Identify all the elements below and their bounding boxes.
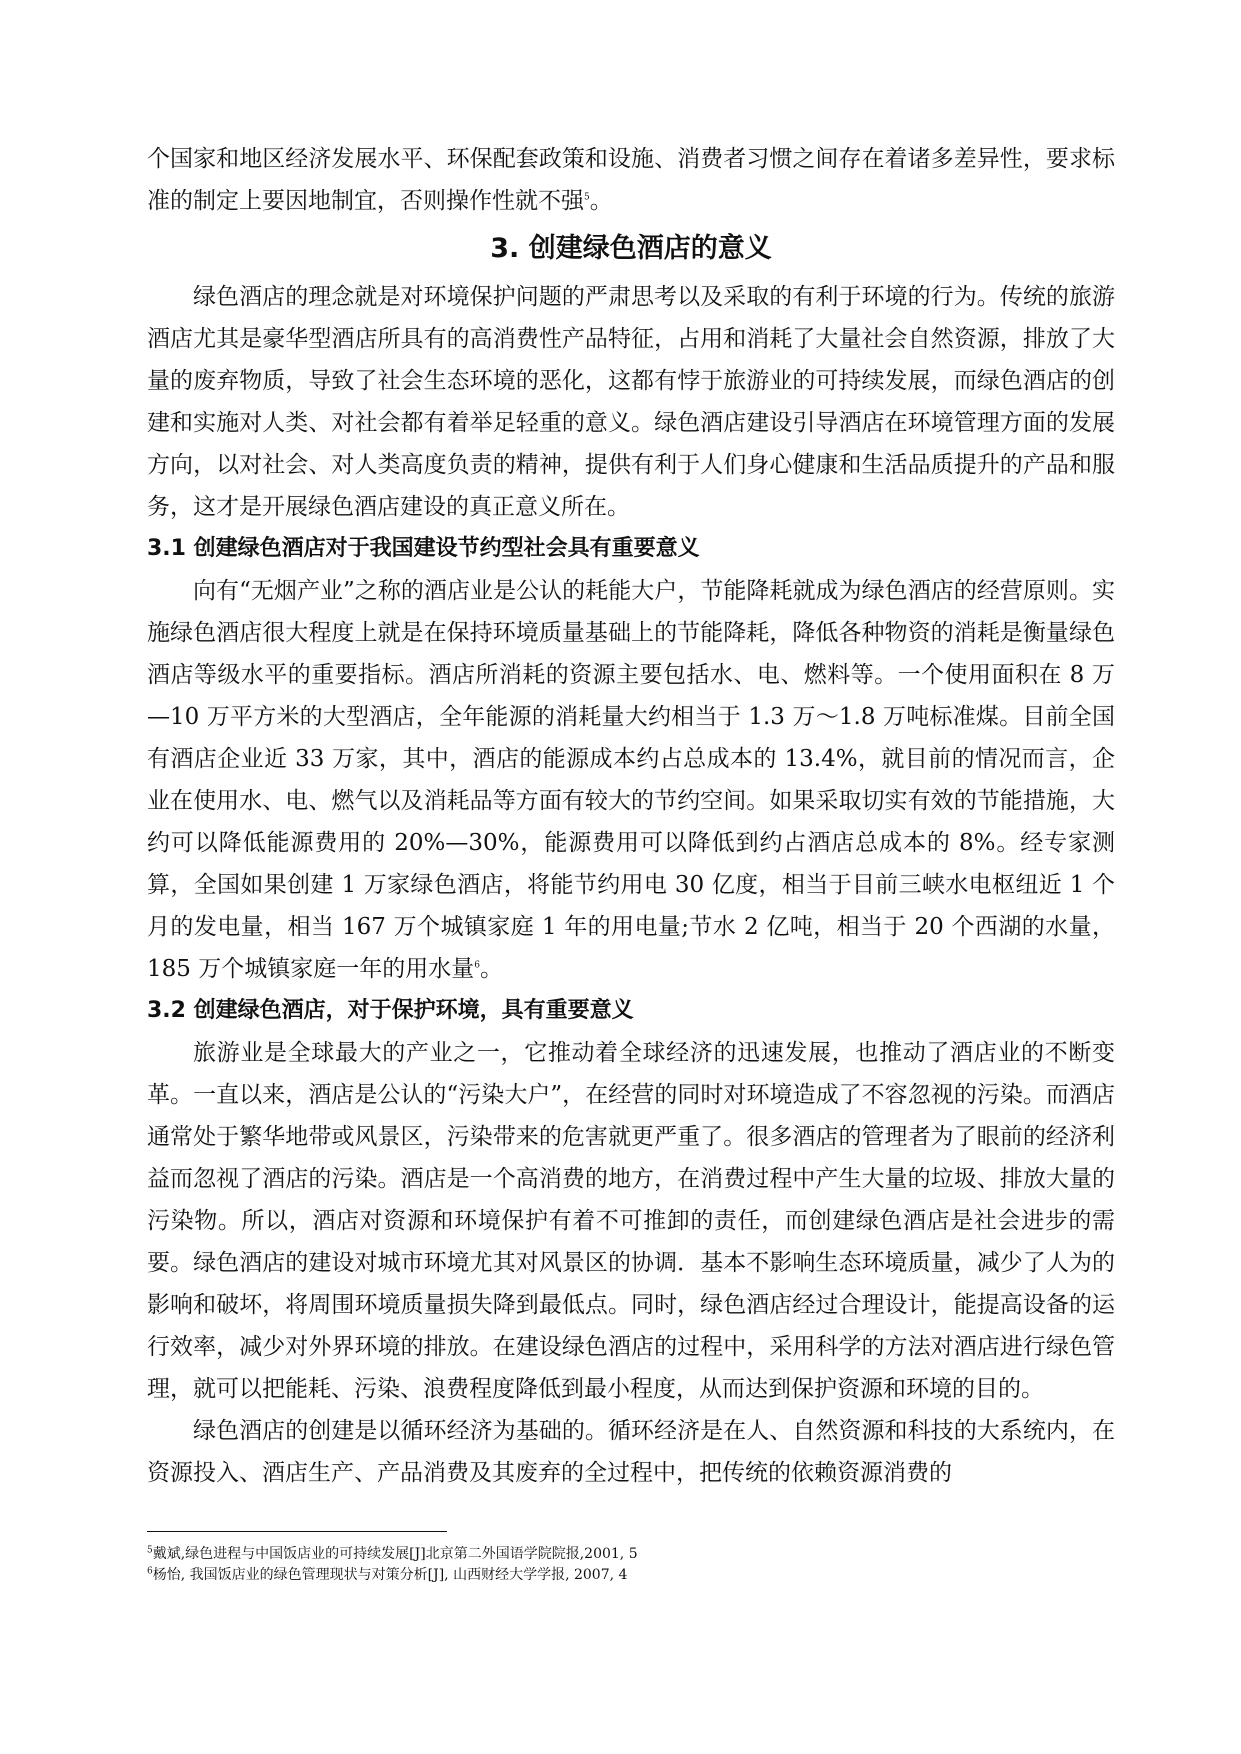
footnote-reference[interactable]: 6 — [474, 960, 480, 971]
intro-end: 。 — [589, 188, 613, 214]
intro-paragraph — [147, 138, 1115, 222]
subsection-paragraph: 绿色酒店的创建是以循环经济为基础的。循环经济是在人、自然资源和科技的大系统内，在资源投入、酒店生产、产品消费及其废弃的全过程中，把传统的依赖资源消费的 — [147, 1418, 1115, 1486]
footnote-text: 戴斌,绿色进程与中国饭店业的可持续发展[J]北京第二外国语学院院报,2001, 5 — [152, 1546, 638, 1562]
subsection-paragraph — [147, 570, 1115, 990]
footnote-reference[interactable]: 5 — [584, 192, 590, 203]
section-paragraph: 绿色酒店的理念就是对环境保护问题的严肃思考以及采取的有利于环境的行为。传统的旅游酒店尤其是豪华型酒店所具有的高消费性产品特征，占用和消耗了大量社会自然资源，排放了大量的废弃物质，导致了社会生态环境的恶化，这都有悖于旅游业的可持续发展，而绿色酒店的创建和实施对人类、对社会都有着举足轻重的意义。绿色酒店建设引导酒店在环境管理方面的发展方向，以对社会、对人类高度负责的精神，提供有利于人们身心健康和生活品质提升的产品和服务，这才是开展绿色酒店建设的真正意义所在。 — [147, 284, 1115, 520]
subsection-end: 。 — [479, 956, 503, 982]
footnote-divider — [147, 1531, 447, 1532]
footnotes — [147, 1544, 1115, 1586]
subsection-paragraph: 旅游业是全球最大的产业之一，它推动着全球经济的迅速发展，也推动了酒店业的不断变革。一直以来，酒店是公认的“污染大户”，在经营的同时对环境造成了不容忽视的污染。而酒店通常处于繁华地带或风景区，污染带来的危害就更严重了。很多酒店的管理者为了眼前的经济利益而忽视了酒店的污染。酒店是一个高消费的地方，在消费过程中产生大量的垃圾、排放大量的污染物。所以，酒店对资源和环境保护有着不可推卸的责任，而创建绿色酒店是社会进步的需要。绿色酒店的建设对城市环境尤其对风景区的协调．基本不影响生态环境质量，减少了人为的影响和破坏，将周围环境质量损失降到最低点。同时，绿色酒店经过合理设计，能提高设备的运行效率，减少对外界环境的排放。在建设绿色酒店的过程中，采用科学的方法对酒店进行绿色管理，就可以把能耗、污染、浪费程度降低到最小程度，从而达到保护资源和环境的目的。 — [147, 1040, 1115, 1402]
intro-text: 个国家和地区经济发展水平、环保配套政策和设施、消费者习惯之间存在着诸多差异性，要求标准的制定上要因地制宜，否则操作性就不强 — [147, 146, 1115, 214]
subsection-title: 3.2 创建绿色酒店，对于保护环境，具有重要意义 — [147, 998, 634, 1023]
footnote-mark: 5 — [147, 1545, 153, 1556]
section-title: 3. 创建绿色酒店的意义 — [490, 233, 772, 264]
footnote — [147, 1544, 1115, 1565]
footnote — [147, 1565, 1115, 1586]
page-body — [147, 138, 1115, 1494]
subsection-title: 3.1 创建绿色酒店对于我国建设节约型社会具有重要意义 — [147, 536, 700, 561]
footnote-mark: 6 — [147, 1566, 153, 1577]
subsection-text: 向有“无烟产业”之称的酒店业是公认的耗能大户，节能降耗就成为绿色酒店的经营原则。实施绿色酒店很大程度上就是在保持环境质量基础上的节能降耗，降低各种物资的消耗是衡量绿色酒店等级水平的重要指标。酒店所消耗的资源主要包括水、电、燃料等。一个使用面积在 8 万—10 万平方米的大型酒店，全年能源的消耗量大约相当于 1.3 万～1.8 万吨标准煤。目前全国有酒店企业近 33 万家，其中，酒店的能源成本约占总成本的 13.4%，就目前的情况而言，企业在使用水、电、燃气以及消耗品等方面有较大的节约空间。如果采取切实有效的节能措施，大约可以降低能源费用的 20%—30%，能源费用可以降低到约占酒店总成本的 8%。经专家测算，全国如果创建 1 万家绿色酒店，将能节约用电 30 亿度，相当于目前三峡水电枢纽近 1 个月的发电量，相当 167 万个城镇家庭 1 年的用电量;节水 2 亿吨，相当于 20 个西湖的水量，185 万个城镇家庭一年的用水量 — [147, 578, 1115, 982]
footnote-text: 杨怡, 我国饭店业的绿色管理现状与对策分析[J], 山西财经大学学报, 2007, 4 — [152, 1567, 628, 1583]
